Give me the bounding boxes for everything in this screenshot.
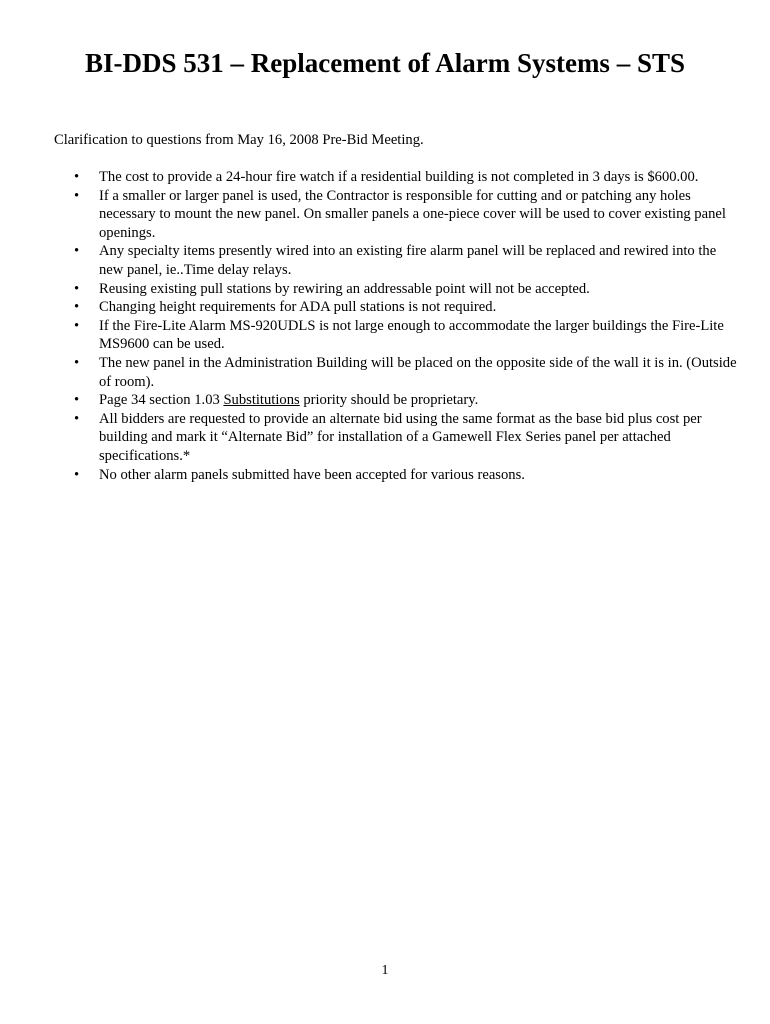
list-item <box>54 280 744 299</box>
bullet-icon: • <box>74 243 80 260</box>
list-item <box>54 391 744 410</box>
bullet-icon: • <box>74 317 80 334</box>
bullet-icon: • <box>74 466 80 483</box>
list-item <box>54 317 744 354</box>
bullet-icon: • <box>74 299 80 316</box>
list-item <box>54 187 744 243</box>
bullet-icon: • <box>74 169 80 185</box>
page-number: 1 <box>381 963 389 978</box>
list-item-text: If a smaller or larger panel is used, the Contractor is responsible for cutting and or patching any holes necessary to mount the new panel. On smaller panels a one-piece cover will be used to cover existing panel openings. <box>99 187 726 241</box>
list-item <box>54 466 744 485</box>
list-item-text: Changing height requirements for ADA pull stations is not required. <box>99 299 497 316</box>
list-item-text: Any specialty items presently wired into an existing fire alarm panel will be replaced and rewired into the new panel, ie..Time delay relays. <box>99 243 717 278</box>
list-item-text: Reusing existing pull stations by rewiring an addressable point will not be accepted. <box>99 280 590 297</box>
list-item <box>54 354 744 391</box>
bullet-icon: • <box>74 280 80 297</box>
list-item <box>54 168 744 187</box>
bullet-icon: • <box>74 354 80 371</box>
list-item <box>54 410 744 466</box>
intro-paragraph: Clarification to questions from May 16, 2008 Pre-Bid Meeting. <box>54 132 424 148</box>
list-item-text: The cost to provide a 24-hour fire watch if a residential building is not completed in 3 days is $600.00. <box>99 169 699 185</box>
list-item <box>54 298 744 317</box>
bullet-icon: • <box>74 410 80 427</box>
bullet-icon: • <box>74 392 80 409</box>
list-item-text-before: Page 34 section 1.03 <box>99 392 224 409</box>
clarification-list <box>54 168 744 484</box>
list-item-text: The new panel in the Administration Building will be placed on the opposite side of the wall it is in. (Outside of room). <box>99 354 737 390</box>
list-item-text: All bidders are requested to provide an alternate bid using the same format as the base bid plus cost per building and mark it “Alternate Bid” for installation of a Gamewell Flex Series panel per attached specifications.* <box>99 410 702 464</box>
list-item <box>54 242 744 279</box>
substitutions-underlined: Substitutions <box>223 392 300 409</box>
list-item-text: No other alarm panels submitted have been accepted for various reasons. <box>99 466 525 483</box>
list-item-text-after: priority should be proprietary. <box>299 392 479 409</box>
document-title: BI-DDS 531 – Replacement of Alarm Systems – STS <box>85 48 685 78</box>
list-item-text: If the Fire-Lite Alarm MS-920UDLS is not large enough to accommodate the larger buildings the Fire-Lite MS9600 can be used. <box>99 317 724 353</box>
bullet-icon: • <box>74 187 80 204</box>
